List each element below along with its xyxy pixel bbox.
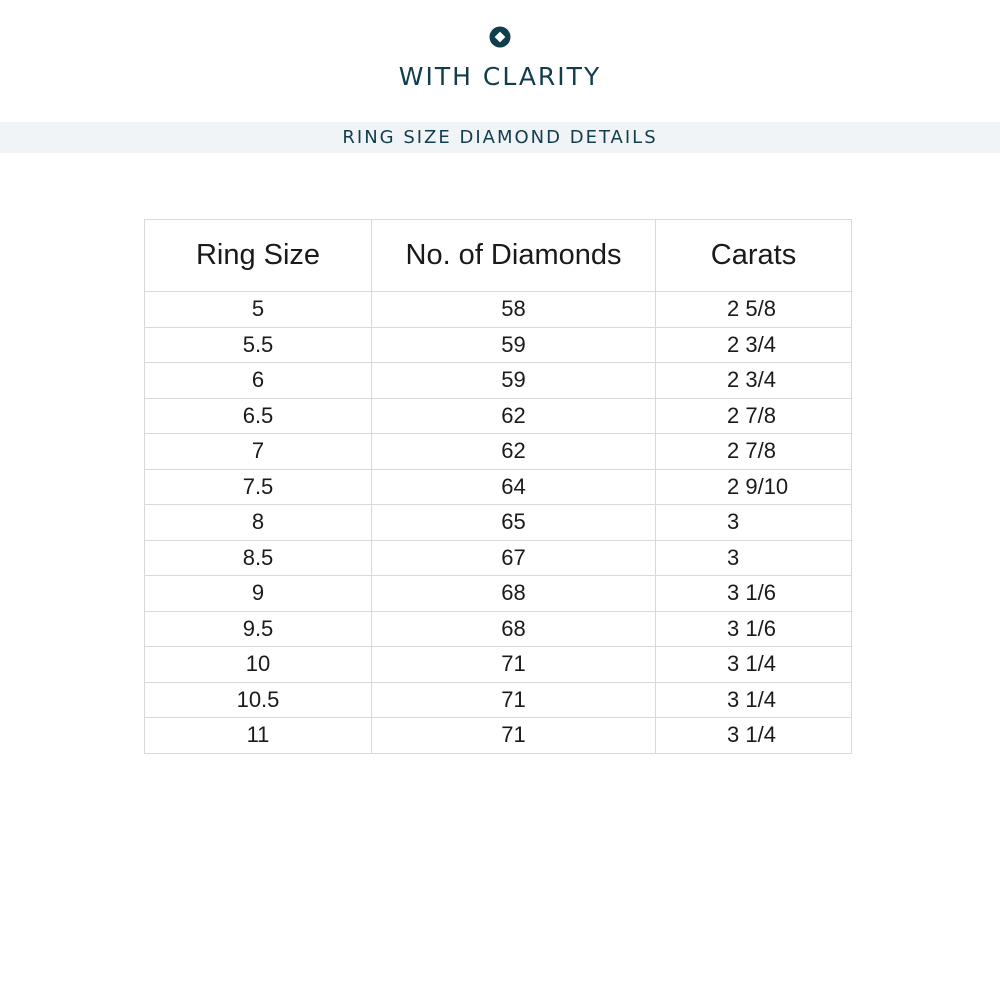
diamond-count-cell: 71 (372, 718, 656, 754)
ring-size-cell: 5 (145, 292, 372, 328)
brand-logo (0, 26, 1000, 53)
carat-cell: 2 3/4 (656, 327, 852, 363)
table-header-row (145, 220, 852, 292)
table-row (145, 647, 852, 683)
carat-cell: 3 1/6 (656, 576, 852, 612)
table-row (145, 505, 852, 541)
carat-cell: 3 (656, 505, 852, 541)
diamond-circle-icon (489, 26, 511, 48)
table-row (145, 292, 852, 328)
brand-name: WITH CLARITY (398, 62, 602, 91)
section-title: RING SIZE DIAMOND DETAILS (342, 127, 658, 148)
header-no-of-diamonds: No. of Diamonds (372, 220, 656, 292)
ring-size-cell: 7 (145, 434, 372, 470)
carat-cell: 2 7/8 (656, 398, 852, 434)
carat-cell: 2 9/10 (656, 469, 852, 505)
table-row (145, 718, 852, 754)
diamond-count-cell: 71 (372, 647, 656, 683)
table-row (145, 363, 852, 399)
diamond-count-cell: 65 (372, 505, 656, 541)
ring-size-cell: 7.5 (145, 469, 372, 505)
ring-size-table (144, 219, 852, 754)
ring-size-cell: 5.5 (145, 327, 372, 363)
table-row (145, 398, 852, 434)
carat-cell: 3 1/6 (656, 611, 852, 647)
ring-size-cell: 6.5 (145, 398, 372, 434)
carat-cell: 3 1/4 (656, 718, 852, 754)
ring-size-cell: 8.5 (145, 540, 372, 576)
ring-size-cell: 11 (145, 718, 372, 754)
carat-cell: 2 5/8 (656, 292, 852, 328)
table-row (145, 611, 852, 647)
diamond-count-cell: 68 (372, 576, 656, 612)
diamond-count-cell: 59 (372, 363, 656, 399)
ring-size-cell: 10 (145, 647, 372, 683)
carat-cell: 3 (656, 540, 852, 576)
table-row (145, 434, 852, 470)
diamond-count-cell: 67 (372, 540, 656, 576)
diamond-count-cell: 62 (372, 398, 656, 434)
ring-size-cell: 6 (145, 363, 372, 399)
table-row (145, 327, 852, 363)
table-row (145, 540, 852, 576)
diamond-count-cell: 64 (372, 469, 656, 505)
carat-cell: 3 1/4 (656, 682, 852, 718)
header-ring-size: Ring Size (145, 220, 372, 292)
table-row (145, 682, 852, 718)
diamond-count-cell: 58 (372, 292, 656, 328)
ring-size-cell: 9 (145, 576, 372, 612)
table-row (145, 469, 852, 505)
ring-size-cell: 9.5 (145, 611, 372, 647)
ring-size-cell: 10.5 (145, 682, 372, 718)
carat-cell: 3 1/4 (656, 647, 852, 683)
table-row (145, 576, 852, 612)
carat-cell: 2 3/4 (656, 363, 852, 399)
diamond-count-cell: 59 (372, 327, 656, 363)
diamond-count-cell: 71 (372, 682, 656, 718)
section-banner (0, 122, 1000, 153)
carat-cell: 2 7/8 (656, 434, 852, 470)
diamond-count-cell: 68 (372, 611, 656, 647)
ring-size-cell: 8 (145, 505, 372, 541)
diamond-count-cell: 62 (372, 434, 656, 470)
header-carats: Carats (656, 220, 852, 292)
